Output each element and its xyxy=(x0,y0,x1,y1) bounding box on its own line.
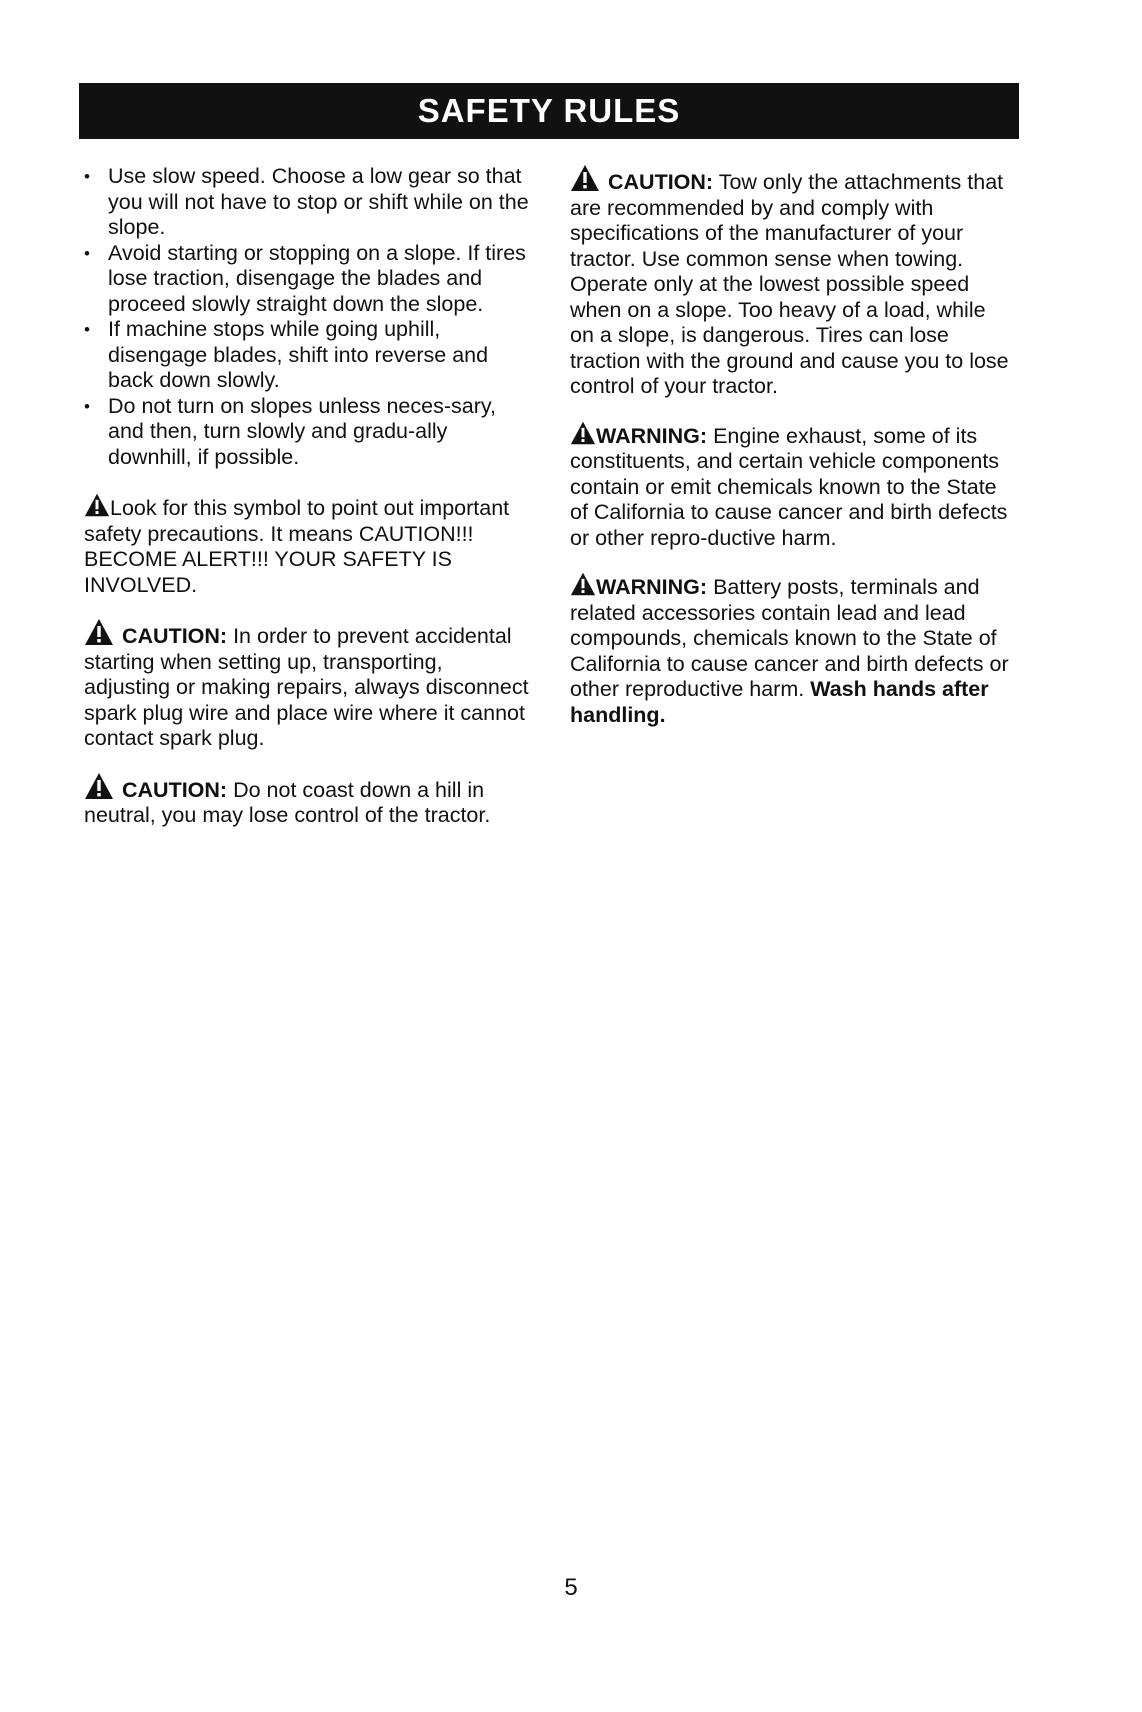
bullet-icon: • xyxy=(84,243,90,263)
caution-text: In order to prevent accidental starting when setting up, transporting, adjusting or making repairs, always disconnect spark plug wire and place wire where it cannot contact spark plug. xyxy=(84,624,529,750)
warning-text: Engine exhaust, some of its constituents, and certain vehicle components contain or emit chemicals known to the State of California to cause cancer and birth defects or other repro-ductive harm. xyxy=(570,423,1008,550)
warning-text: Battery posts, terminals and related accessories contain lead and lead compounds, chemicals known to the State of California to cause cancer and birth defects or other reproductive harm. xyxy=(570,575,1009,701)
list-item xyxy=(84,241,534,318)
warning-triangle-icon xyxy=(84,772,114,800)
page-header xyxy=(79,83,1019,139)
bullet-text: If machine stops while going uphill, disengage blades, shift into reverse and back down slowly. xyxy=(108,317,489,392)
caution-towing xyxy=(570,164,1015,400)
caution-label: CAUTION: xyxy=(121,624,228,648)
bullet-icon: • xyxy=(84,396,90,416)
bullet-icon: • xyxy=(84,320,90,339)
symbol-note xyxy=(84,492,534,598)
warning-triangle-icon xyxy=(570,420,596,446)
caution-label: CAUTION: xyxy=(607,170,714,194)
page-title: SAFETY RULES xyxy=(417,92,681,129)
left-column xyxy=(84,164,534,849)
right-column xyxy=(570,164,1015,748)
list-item xyxy=(84,317,534,394)
warning-exhaust xyxy=(570,420,1015,552)
bullet-text: Use slow speed. Choose a low gear so that you will not have to stop or shift while on the slope. xyxy=(108,164,529,239)
page-number: 5 xyxy=(564,1574,578,1601)
symbol-note-text: Look for this symbol to point out important safety precautions. It means CAUTION!!! BECOME ALERT!!! YOUR SAFETY IS INVOLVED. xyxy=(84,496,510,597)
warning-label: WARNING: xyxy=(596,575,708,599)
caution-spark-plug xyxy=(84,618,534,752)
list-item xyxy=(84,164,534,241)
caution-coast xyxy=(84,772,534,829)
slope-bullet-list xyxy=(84,164,534,470)
warning-triangle-icon xyxy=(570,164,600,192)
warning-triangle-icon xyxy=(84,618,114,646)
bullet-icon: • xyxy=(84,167,90,186)
wash-hands-note: Wash hands after handling. xyxy=(570,677,989,727)
caution-text: Do not coast down a hill in neutral, you may lose control of the tractor. xyxy=(84,777,491,827)
bullet-text: Do not turn on slopes unless neces-sary, and then, turn slowly and gradu-ally downhill, if possible. xyxy=(108,393,496,469)
warning-triangle-icon xyxy=(84,492,110,518)
bullet-text: Avoid starting or stopping on a slope. If tires lose traction, disengage the blades and proceed slowly straight down the slope. xyxy=(108,240,526,316)
caution-label: CAUTION: xyxy=(121,777,228,802)
list-item xyxy=(84,394,534,471)
warning-label: WARNING: xyxy=(596,423,708,448)
caution-text: Tow only the attachments that are recommended by and comply with specifications of the manufacturer of your tractor. Use common sense when towing. Operate only at the lowest possible speed when on a slope. Too heavy of a load, while on a slope, is dangerous. Tires can lose traction with the ground and cause you to lose control of your tractor. xyxy=(570,170,1009,398)
warning-triangle-icon xyxy=(570,571,596,597)
warning-battery xyxy=(570,571,1015,728)
